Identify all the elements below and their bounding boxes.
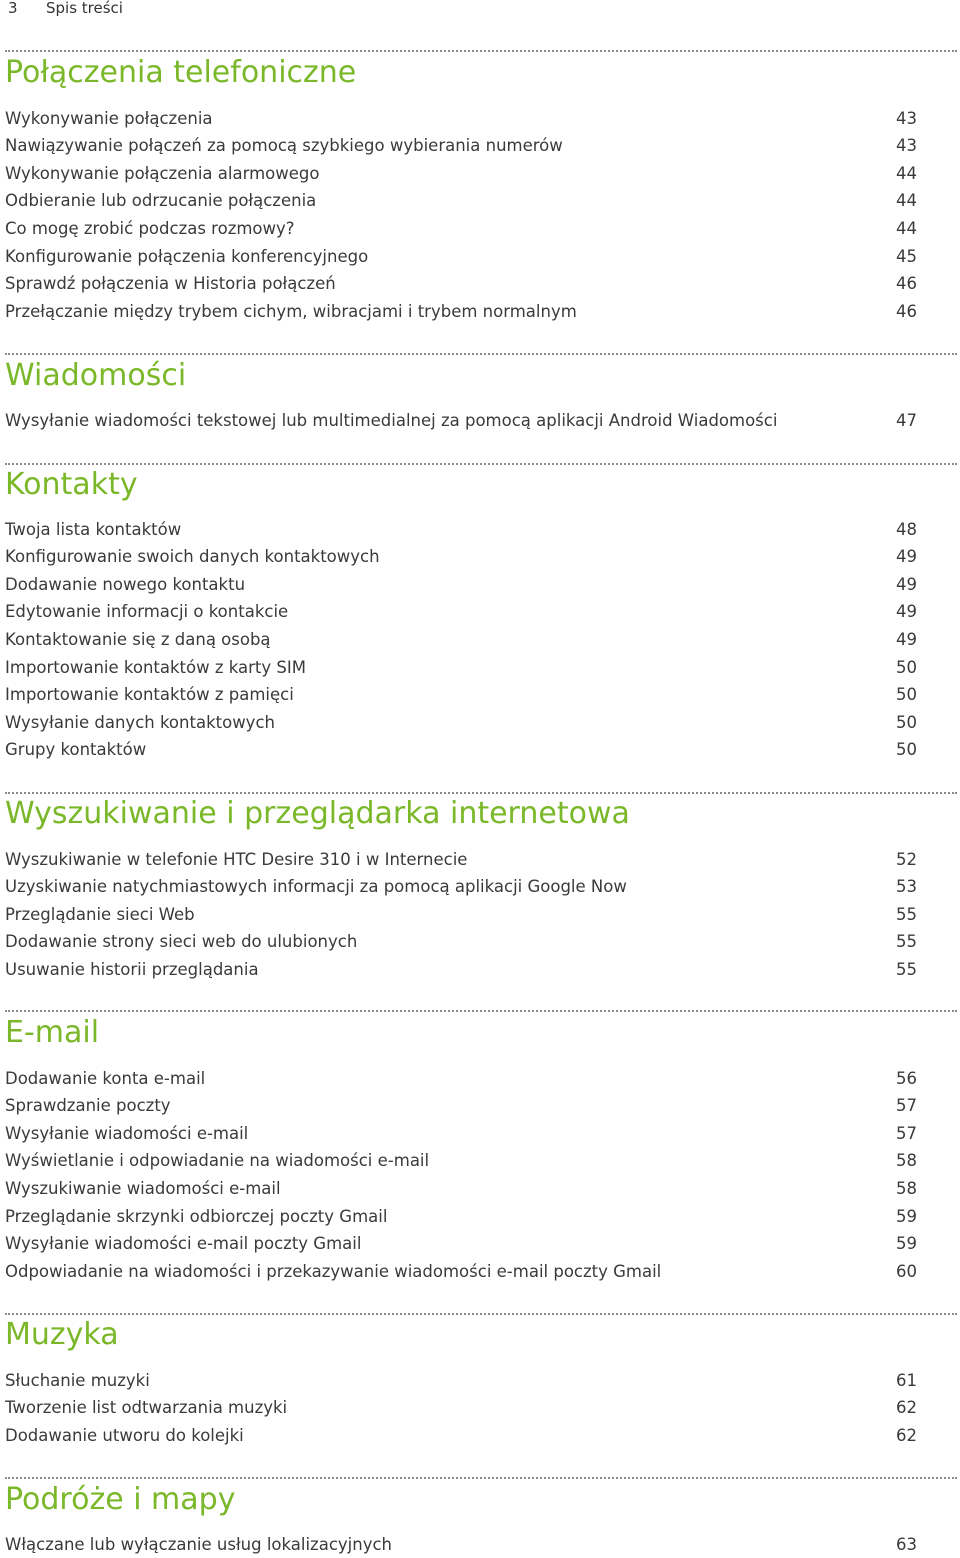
entry-page-number: 56 (896, 1068, 917, 1088)
entry-title: Wykonywanie połączenia (5, 108, 213, 128)
entry-title: Twoja lista kontaktów (5, 519, 182, 539)
entry-page-number: 58 (896, 1151, 917, 1171)
entry-page-number: 55 (896, 932, 917, 952)
entry-title: Dodawanie konta e-mail (5, 1068, 206, 1088)
entry-title: Wykonywanie połączenia alarmowego (5, 163, 320, 183)
toc-entry[interactable] (5, 681, 917, 708)
toc-entry[interactable] (5, 516, 917, 543)
entry-page-number: 50 (896, 657, 917, 677)
toc-entry[interactable] (5, 1175, 917, 1202)
toc-entry[interactable] (5, 1147, 917, 1174)
toc-entry[interactable] (5, 1531, 917, 1558)
entry-page-number: 62 (896, 1398, 917, 1418)
dotted-divider (5, 353, 957, 355)
entry-title: Wysyłanie wiadomości e-mail poczty Gmail (5, 1234, 362, 1254)
entry-title: Uzyskiwanie natychmiastowych informacji za pomocą aplikacji Google Now (5, 877, 627, 897)
entry-title: Przeglądanie skrzynki odbiorczej poczty Gmail (5, 1206, 388, 1226)
toc-entry[interactable] (5, 1203, 917, 1230)
entry-page-number: 49 (896, 547, 917, 567)
dotted-divider (5, 1477, 957, 1479)
toc-entry[interactable] (5, 132, 917, 159)
toc-entry[interactable] (5, 1230, 917, 1257)
entry-title: Edytowanie informacji o kontakcie (5, 602, 289, 622)
toc-entry[interactable] (5, 1258, 917, 1285)
entry-title: Przeglądanie sieci Web (5, 904, 195, 924)
entry-title: Dodawanie utworu do kolejki (5, 1425, 244, 1445)
entry-title: Sprawdzanie poczty (5, 1096, 171, 1116)
entry-page-number: 60 (896, 1261, 917, 1281)
header-title: Spis treści (46, 0, 123, 17)
entry-page-number: 58 (896, 1178, 917, 1198)
toc-entry[interactable] (5, 298, 917, 325)
entry-page-number: 43 (896, 136, 917, 156)
entry-title: Konfigurowanie połączenia konferencyjnego (5, 246, 369, 266)
entry-page-number: 44 (896, 163, 917, 183)
entry-page-number: 63 (896, 1534, 917, 1554)
entry-title: Tworzenie list odtwarzania muzyki (5, 1398, 288, 1418)
dotted-divider (5, 463, 957, 465)
entry-page-number: 45 (896, 246, 917, 266)
entry-page-number: 46 (896, 274, 917, 294)
entry-page-number: 49 (896, 574, 917, 594)
entry-page-number: 61 (896, 1370, 917, 1390)
toc-entry[interactable] (5, 654, 917, 681)
entry-page-number: 62 (896, 1425, 917, 1445)
entry-page-number: 49 (896, 602, 917, 622)
toc-entry[interactable] (5, 928, 917, 955)
dotted-divider (5, 1010, 957, 1012)
entry-page-number: 49 (896, 629, 917, 649)
entry-title: Kontaktowanie się z daną osobą (5, 629, 271, 649)
toc-entry[interactable] (5, 873, 917, 900)
entry-title: Wysyłanie wiadomości e-mail (5, 1123, 249, 1143)
entry-page-number: 43 (896, 108, 917, 128)
entry-page-number: 53 (896, 877, 917, 897)
entry-title: Wyszukiwanie w telefonie HTC Desire 310 i w Internecie (5, 849, 468, 869)
entry-page-number: 55 (896, 959, 917, 979)
entry-title: Wysyłanie danych kontaktowych (5, 712, 275, 732)
dotted-divider (5, 1313, 957, 1315)
toc-entry[interactable] (5, 1394, 917, 1421)
entry-title: Importowanie kontaktów z karty SIM (5, 657, 306, 677)
entry-page-number: 55 (896, 904, 917, 924)
toc-entry[interactable] (5, 160, 917, 187)
entry-page-number: 50 (896, 740, 917, 760)
entry-title: Dodawanie strony sieci web do ulubionych (5, 932, 358, 952)
toc-entry[interactable] (5, 407, 917, 434)
entry-title: Odpowiadanie na wiadomości i przekazywanie wiadomości e-mail poczty Gmail (5, 1261, 662, 1281)
entry-page-number: 59 (896, 1234, 917, 1254)
entry-title: Usuwanie historii przeglądania (5, 959, 259, 979)
section-title: E-mail (5, 1015, 100, 1050)
entry-page-number: 47 (896, 410, 917, 430)
toc-entry[interactable] (5, 1092, 917, 1119)
toc-entry[interactable] (5, 187, 917, 214)
toc-entry[interactable] (5, 543, 917, 570)
entry-page-number: 50 (896, 712, 917, 732)
toc-entry[interactable] (5, 1065, 917, 1092)
entry-page-number: 57 (896, 1096, 917, 1116)
entry-title: Co mogę zrobić podczas rozmowy? (5, 218, 295, 238)
toc-entry[interactable] (5, 571, 917, 598)
toc-entry[interactable] (5, 709, 917, 736)
toc-entry[interactable] (5, 243, 917, 270)
entry-page-number: 52 (896, 849, 917, 869)
entry-page-number: 50 (896, 685, 917, 705)
toc-entry[interactable] (5, 736, 917, 763)
section-title: Wiadomości (5, 358, 187, 393)
dotted-divider (5, 50, 957, 52)
entry-title: Nawiązywanie połączeń za pomocą szybkiego wybierania numerów (5, 136, 563, 156)
toc-entry[interactable] (5, 1120, 917, 1147)
entry-page-number: 44 (896, 191, 917, 211)
section-title: Muzyka (5, 1317, 119, 1352)
entry-page-number: 57 (896, 1123, 917, 1143)
entry-title: Odbieranie lub odrzucanie połączenia (5, 191, 317, 211)
toc-entry[interactable] (5, 846, 917, 873)
entry-title: Dodawanie nowego kontaktu (5, 574, 246, 594)
entry-title: Włączane lub wyłączanie usług lokalizacyjnych (5, 1534, 393, 1554)
toc-entry[interactable] (5, 1422, 917, 1449)
toc-entry[interactable] (5, 270, 917, 297)
toc-entry[interactable] (5, 1367, 917, 1394)
section-title: Podróże i mapy (5, 1482, 236, 1517)
entry-page-number: 46 (896, 301, 917, 321)
entry-title: Importowanie kontaktów z pamięci (5, 685, 294, 705)
entry-title: Grupy kontaktów (5, 740, 147, 760)
entry-title: Wysyłanie wiadomości tekstowej lub multimedialnej za pomocą aplikacji Android Wiadomości (5, 410, 778, 430)
entry-page-number: 44 (896, 218, 917, 238)
toc-entry[interactable] (5, 956, 917, 983)
entry-title: Wyszukiwanie wiadomości e-mail (5, 1178, 281, 1198)
entry-title: Wyświetlanie i odpowiadanie na wiadomości e-mail (5, 1151, 430, 1171)
entry-title: Sprawdź połączenia w Historia połączeń (5, 274, 336, 294)
page-number: 3 (8, 0, 18, 17)
toc-entry[interactable] (5, 105, 917, 132)
entry-page-number: 59 (896, 1206, 917, 1226)
toc-entry[interactable] (5, 215, 917, 242)
section-title: Kontakty (5, 467, 138, 502)
toc-entry[interactable] (5, 626, 917, 653)
entry-page-number: 48 (896, 519, 917, 539)
entry-title: Słuchanie muzyki (5, 1370, 150, 1390)
entry-title: Przełączanie między trybem cichym, wibracjami i trybem normalnym (5, 301, 577, 321)
entry-title: Konfigurowanie swoich danych kontaktowych (5, 547, 380, 567)
toc-entry[interactable] (5, 901, 917, 928)
section-title: Połączenia telefoniczne (5, 55, 357, 90)
section-title: Wyszukiwanie i przeglądarka internetowa (5, 796, 630, 831)
toc-entry[interactable] (5, 598, 917, 625)
